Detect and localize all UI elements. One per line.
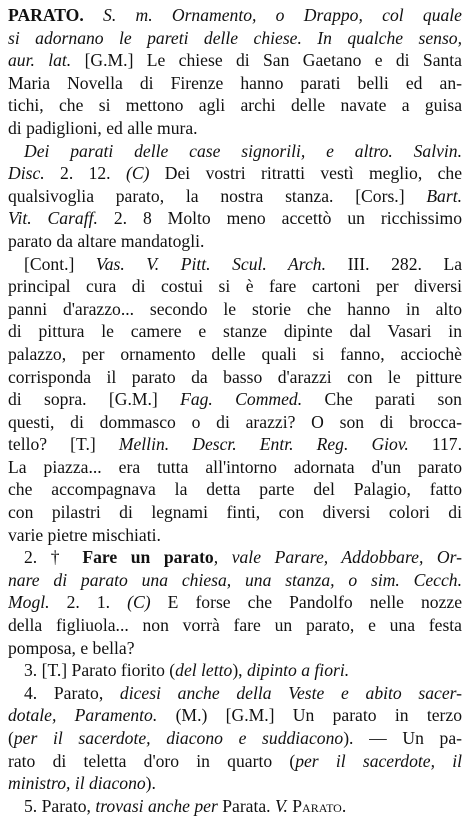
text-line [8, 727, 462, 750]
text-line [8, 704, 462, 727]
text-run: [Cont.] [24, 253, 96, 274]
text-run: dicesi anche della Veste e abito sacer- [119, 682, 462, 703]
text-run: (C) [125, 163, 150, 184]
text-run: di sopra. [G.M.] [8, 389, 181, 410]
text-run: di pittura le camere e stanze dipinte dal Vasari in [8, 321, 462, 342]
text-line [8, 140, 462, 163]
text-run: trovasi anche per [95, 795, 218, 816]
text-run: ). [145, 773, 156, 794]
text-run: S. m. Ornamento, o Drappo, col quale [83, 5, 462, 25]
text-line [8, 27, 462, 50]
text-run: Disc. [8, 163, 45, 184]
text-line [8, 795, 462, 817]
text-line [8, 343, 462, 366]
text-run: per il sacerdote, il [295, 750, 462, 771]
text-run: Fare un parato [82, 547, 214, 568]
text-run: Vas. V. Pitt. Scul. Arch. [95, 253, 326, 274]
text-run: Dei vostri ritratti vestì meglio, che [149, 163, 462, 184]
text-run: della figliuola... non vorrà fare un parato, e una festa [8, 615, 462, 636]
text-line [8, 320, 462, 343]
text-line [8, 411, 462, 434]
text-run: Maria Novella di Firenze hanno parati belli ed an- [8, 72, 462, 93]
text-line [8, 501, 462, 524]
text-line [8, 682, 462, 705]
text-run: si adornano le pareti delle chiese. In qualche senso, [8, 27, 462, 48]
text-run: parato da altare mandatogli. [8, 230, 205, 251]
text-run: varie pietre mischiati. [8, 524, 161, 545]
text-line [8, 275, 462, 298]
text-run: 3. [T.] Parato fiorito ( [24, 660, 176, 681]
text-run: III. 282. La [326, 253, 462, 274]
text-run: che accompagnava la detta parte del Palagio, fatto [8, 479, 462, 500]
text-run: tichi, che si mettono agli archi delle navate a guisa [8, 95, 462, 116]
text-line [8, 637, 462, 660]
text-run: rato di teletta d'oro in quarto ( [8, 750, 296, 771]
text-run: Mogl. [8, 592, 50, 613]
text-run: Fag. Commed. [180, 389, 303, 410]
text-run: Bart. [426, 185, 462, 206]
text-run: pomposa, e bella? [8, 637, 135, 658]
text-run: La piazza... era tutta all'intorno adornata d'un parato [8, 456, 462, 477]
text-run: 2. 8 Molto meno accettò un ricchissimo [97, 208, 462, 229]
text-line [8, 591, 462, 614]
text-line [8, 388, 462, 411]
text-line [8, 253, 462, 276]
text-run: corrisponda il parato da basso d'arazzi con le pitture [8, 366, 462, 387]
text-line [8, 230, 462, 253]
text-line [8, 569, 462, 592]
text-run: con pilastri di legnami finti, con diversi colori di [8, 502, 462, 523]
text-run: principal cura di costui si è fare cartoni per diversi [8, 276, 462, 297]
text-run: tello? [T.] [8, 434, 119, 455]
text-line [8, 478, 462, 501]
text-run: E forse che Pandolfo nelle nozze [150, 592, 462, 613]
text-run: qualsivoglia parato, la nostra stanza. [Cors.] [8, 185, 427, 206]
text-line [8, 117, 462, 140]
text-run: nare di parato una chiesa, una stanza, o sim. Cecch. [8, 569, 462, 590]
text-run: Parato. [287, 795, 347, 816]
text-run: Mellin. Descr. Entr. Reg. Giov. [118, 434, 409, 455]
text-line [8, 94, 462, 117]
text-run: ), [232, 660, 247, 681]
text-line [8, 614, 462, 637]
dictionary-entry-parato [8, 4, 462, 817]
text-run: (C) [127, 592, 151, 613]
text-line [8, 750, 462, 773]
text-run: 4. Parato, [24, 682, 120, 703]
text-run: 2. 12. [44, 163, 126, 184]
text-run: Che parati son [302, 389, 462, 410]
text-line [8, 185, 462, 208]
text-line [8, 207, 462, 230]
text-run: ( [8, 728, 14, 748]
text-run: [G.M.] Le chiese di San Gaetano e di Santa [71, 50, 462, 71]
text-line [8, 72, 462, 95]
text-run: Vit. Caraff. [8, 208, 98, 229]
text-line [8, 49, 462, 72]
text-run: (M.) [G.M.] Un parato in terzo [157, 705, 462, 726]
text-run: dipinto a fiori. [246, 660, 350, 681]
text-run: 5. Parato, [24, 795, 96, 816]
text-line [8, 524, 462, 547]
text-run: 2. 1. [49, 592, 128, 613]
text-run: V. [274, 795, 288, 816]
text-line [8, 433, 462, 456]
text-line [8, 456, 462, 479]
text-line [8, 298, 462, 321]
text-run: palazzo, per ornamento delle quali si fanno, acciochè [8, 343, 462, 364]
text-run: ministro, il diacono [8, 773, 146, 794]
text-line [8, 366, 462, 389]
text-run: del letto [175, 660, 233, 681]
text-run: ). — Un pa- [343, 728, 462, 748]
text-run: dotale, Paramento. [8, 705, 158, 726]
text-run: di padiglioni, ed alle mura. [8, 117, 198, 138]
text-run: 2. † [24, 547, 83, 568]
text-run: per il sacerdote, diacono e suddiacono [13, 728, 344, 748]
text-run: Dei parati delle case signorili, e altro. Salvin. [24, 140, 462, 161]
text-line [8, 4, 462, 27]
text-run: 117. [408, 434, 462, 455]
text-run: questi, di dommasco o di arazzi? O son di brocca- [8, 411, 462, 432]
text-run: panni d'arazzo... secondo le storie che hanno in alto [8, 298, 462, 319]
text-run: Parata. [217, 795, 275, 816]
text-line [8, 546, 462, 569]
text-run: , vale Parare, Addobbare, Or- [213, 547, 462, 568]
text-line [8, 659, 462, 682]
text-run: aur. lat. [8, 50, 72, 71]
text-line [8, 162, 462, 185]
text-line [8, 772, 462, 795]
text-run: PARATO. [8, 5, 84, 25]
